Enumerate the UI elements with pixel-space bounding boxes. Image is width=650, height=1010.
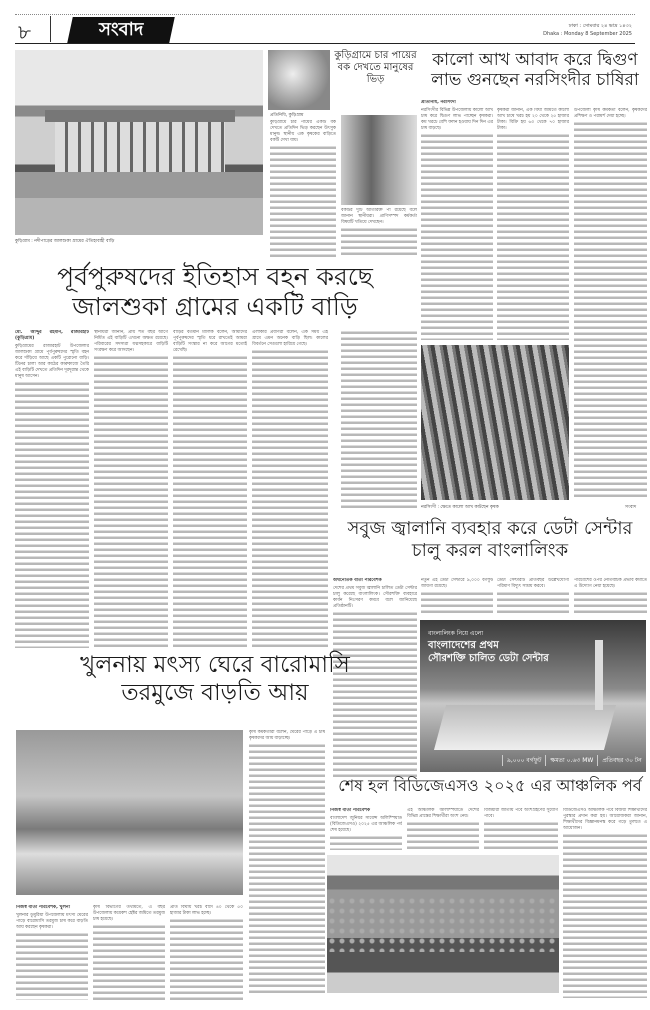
house-headline-line1: পূর্বপুরুষদের ইতিহাস বহন করছে: [57, 262, 373, 291]
house-text: বাড়ির বর্তমান মালিক বলেন, আমাদের পূর্বপুরুষদের স্মৃতি ধরে রাখতেই আমরা বাড়িটি সংস্কার না করে আগের মতোই রেখেছি।: [173, 330, 247, 353]
house-headline: [15, 262, 415, 322]
datacenter-column-2: [421, 578, 493, 616]
house-photo-caption: কুড়িগ্রাম : নদীপাড়ের জালশুকা গ্রামের ঐতিহ্যবাহী বাড়ি: [15, 239, 115, 244]
bdjso-column-2: [407, 808, 479, 850]
sugarcane-text: নরসিংদীর বিভিন্ন উপজেলায় কালো আখ চাষ করে দ্বিগুণ লাভ পাচ্ছেন কৃষকরা। কম খরচে বেশি ফলন হওয়ায় দিন দিন এর চাষ বাড়ছে।: [421, 108, 493, 131]
ad-line-2: বাংলাদেশের প্রথম: [428, 640, 499, 651]
crane-headline: কুড়িগ্রামে চার পায়ের বক দেখতে মানুষের ভিড়: [334, 50, 417, 85]
house-byline: মো. আব্দুর রহমান, রাজারহাট (কুড়িগ্রাম): [15, 330, 89, 341]
bdjso-byline: নিজস্ব বার্তা পরিবেশক: [330, 808, 371, 813]
watermelon-column-1: [16, 905, 88, 1000]
sugarcane-headline-line2: লাভ গুনছেন নরসিংদীর চাষিরা: [431, 70, 639, 91]
house-column-3: [173, 330, 247, 648]
ad-stat: ক্ষমতা ০.৬৩ MW: [545, 755, 593, 766]
watermelon-column-4: [249, 730, 325, 995]
sugarcane-column-1: [421, 100, 493, 340]
crane-photo: [268, 50, 330, 110]
sugarcane-photo-credit: সংবাদ: [625, 505, 637, 510]
sugarcane-headline: [420, 50, 650, 91]
bdjso-text: বিজয়ীরা জাতীয় পর্বে অংশগ্রহণের সুযোগ পাবে।: [484, 808, 558, 819]
date-bengali: ঢাকা : সোমবার ২৪ ভাদ্র ১৪৩২: [568, 23, 632, 29]
page-number: ৮: [18, 20, 31, 44]
telecom-tower: [595, 640, 603, 710]
datacenter-headline-line1: সবুজ জ্বালানি ব্যবহার করে ডেটা সেন্টার: [347, 518, 633, 539]
sugarcane-photo-caption: নরসিংদী : ক্ষেতে কালো আখ কাটছেন কৃষক: [421, 505, 499, 510]
crane-text: বকটির দুটি অতিরিক্ত পা রয়েছে বলে জানান স্থানীয়রা। প্রাণিসম্পদ কর্মকর্তা বিষয়টি খতিয়ে দেখছেন।: [341, 208, 417, 225]
house-headline-line2: জালশুকা গ্রামের একটি বাড়ি: [72, 292, 358, 321]
man-photo: [341, 115, 417, 205]
house-photo: [15, 50, 263, 235]
house-column-1: [15, 330, 89, 648]
ad-stat: ৯,০০০ বর্গফুট: [502, 755, 541, 766]
sugarcane-column-3: [574, 108, 647, 500]
house-wall: [55, 122, 225, 172]
datacenter-text: দেশের প্রথম সবুজ জ্বালানি চালিত ডেটা সেন্টার চালু করেছে বাংলালিংক। সৌরশক্তি ব্যবহারে কার্বন নিঃসরণ কমবে বলে জানিয়েছে প্রতিষ্ঠানটি।: [333, 586, 417, 609]
datacenter-building: [434, 705, 616, 750]
bdjso-column-1: [330, 808, 402, 850]
sugarcane-text: উপজেলা কৃষি কর্মকর্তা বলেন, কৃষকদের প্রশিক্ষণ ও পরামর্শ দেয়া হচ্ছে।: [574, 108, 647, 119]
crane-byline: প্রতিনিধি, কুড়িগ্রাম: [270, 113, 304, 118]
house-roof: [45, 110, 235, 122]
crane-text: কুড়িগ্রামে চার পায়ের একটি বক দেখতে প্রতিদিন ভিড় করছেন উৎসুক মানুষ। স্থানীয় এক কৃষকের বাড়িতে বকটি দেখা যায়।: [270, 120, 336, 143]
date-english: Dhaka : Monday 8 September 2025: [543, 31, 632, 37]
datacenter-byline: অর্থনৈতিক বার্তা পরিবেশক: [333, 578, 382, 583]
house-text: এলাকার প্রবীণরা বলেন, এক সময় এই গ্রামে এমন অনেক বাড়ি ছিল। কালের বিবর্তনে সেগুলো হারিয়ে গেছে।: [252, 330, 328, 347]
house-column-2: [94, 330, 168, 648]
bdjso-column-3: [484, 808, 558, 850]
datacenter-text: নতুন এই ডেটা সেন্টারে ৯,০০০ বর্গফুট জায়গা রয়েছে।: [421, 578, 493, 589]
house-text: স্থানীয়রা জানান, প্রায় শত বছর আগে নির্মিত এই বাড়িটি এখনো অক্ষত রয়েছে। পরিবারের সদস্যরা যত্নসহকারে বাড়িটি সংরক্ষণ করে আসছেন।: [94, 330, 168, 353]
masthead-logo: [67, 17, 175, 43]
header-dotted-rule: [15, 14, 635, 15]
ad-stats: [502, 755, 642, 766]
header-rule: [15, 43, 635, 44]
watermelon-headline-line1: খুলনায় মৎস্য ঘেরে বারোমাসি: [80, 652, 350, 678]
bdjso-group-photo: [327, 855, 559, 993]
watermelon-text: কৃষি কর্মকর্তারা বলেন, ঘেরের পাড়ে এ চাষ কৃষকদের আয় বাড়াচ্ছে।: [249, 730, 325, 741]
sugarcane-headline-line1: কালো আখ আবাদ করে দ্বিগুণ: [432, 50, 638, 70]
datacenter-headline: [330, 518, 650, 561]
ad-stat: প্রতিবছর ৩০ টন: [597, 755, 641, 766]
datacenter-text: পরিবেশের ওপর নেতিবাচক প্রভাব কমাতে এ উদ্যোগ নেয়া হয়েছে।: [574, 578, 647, 589]
bdjso-headline: শেষ হল বিডিজেএসও ২০২৫ এর আঞ্চলিক পর্ব: [338, 776, 642, 795]
ad-line-3: সৌরশক্তি চালিত ডেটা সেন্টার: [428, 653, 549, 664]
sugarcane-text: কৃষকরা জানান, এক বিঘা জমিতে কালো আখ চাষে খরচ হয় ২০ থেকে ২৫ হাজার টাকা। বিক্রি হয় ৬০ থেকে ৭০ হাজার টাকা।: [497, 108, 569, 131]
house-column-4: [252, 330, 328, 648]
datacenter-column-3: [497, 578, 569, 616]
bdjso-column-4: [563, 808, 647, 998]
watermelon-text: প্রতি বিঘায় খরচ বাদে ৪০ থেকে ৫০ হাজার টাকা লাভ হচ্ছে।: [170, 905, 243, 916]
bdjso-text: এই আঞ্চলিক অলিম্পিয়াডে দেশের বিভিন্ন প্রান্তের শিক্ষার্থীরা অংশ নেয়।: [407, 808, 479, 819]
ad-line-1: বাংলালিংক নিয়ে এলো: [428, 630, 484, 637]
watermelon-headline: [15, 652, 415, 707]
bdjso-text: বিডিজেএসও আঞ্চলিক পর্বে বিজয়ী শিক্ষার্থীদের পুরস্কার প্রদান করা হয়। আয়োজকরা জানান, শিক্ষার্থীদের বিজ্ঞানমনস্ক করে গড়ে তুলতে এ আয়োজন।: [563, 808, 647, 831]
sugarcane-photo: [421, 345, 569, 500]
watermelon-text: কৃষি বিভাগের তথ্যমতে, এ বছর উপজেলায় কয়েকশ হেক্টর জমিতে তরমুজ চাষ হয়েছে।: [93, 905, 165, 922]
watermelon-photo: [16, 730, 243, 895]
watermelon-column-2: [93, 905, 165, 1000]
bdjso-text: বাংলাদেশ জুনিয়র সায়েন্স অলিম্পিয়াড (বিডিজেএসও) ২০২৫ এর আঞ্চলিক পর্ব শেষ হয়েছে।: [330, 816, 402, 833]
watermelon-byline: নিজস্ব বার্তা পরিবেশক, খুলনা: [16, 905, 70, 910]
ad-headline-block: [428, 628, 549, 665]
datacenter-column-4: [574, 578, 647, 616]
watermelon-column-3: [170, 905, 243, 1000]
sugarcane-column-2: [497, 108, 569, 340]
header-date: [543, 22, 632, 38]
watermelon-text: খুলনার ডুমুরিয়া উপজেলায় মৎস্য ঘেরের পাড়ে বারোমাসি তরমুজ চাষ করে বাড়তি আয় করছেন কৃষকরা।: [16, 913, 88, 930]
header-divider: [50, 16, 51, 42]
watermelon-headline-line2: তরমুজে বাড়তি আয়: [121, 679, 309, 706]
datacenter-text: ডেটা সেন্টারটি প্রতিবছর উল্লেখযোগ্য পরিমাণ বিদ্যুৎ সাশ্রয় করবে।: [497, 578, 569, 589]
text-column-continuation: [341, 330, 417, 510]
logo-text: সংবাদ: [98, 19, 144, 40]
house-text: কুড়িগ্রামের রাজারহাট উপজেলার জালশুকা গ্রামে পূর্বপুরুষদের স্মৃতি বহন করে দাঁড়িয়ে আছে একটি পুরোনো বাড়ি। টিনের চালা আর কাঠের কারুকাজে তৈরি এই বাড়িটি দেখতে প্রতিদিন দূরদূরান্ত থেকে মানুষ আসেন।: [15, 344, 89, 379]
datacenter-advertisement: [420, 620, 646, 772]
crane-column-1: [270, 120, 336, 258]
group-photo-people: [327, 896, 559, 951]
datacenter-headline-line2: চালু করল বাংলালিংক: [411, 539, 569, 561]
crane-column-2: [341, 208, 417, 258]
sugarcane-byline: প্রতিনিধি, নরসিংদী: [421, 100, 456, 105]
